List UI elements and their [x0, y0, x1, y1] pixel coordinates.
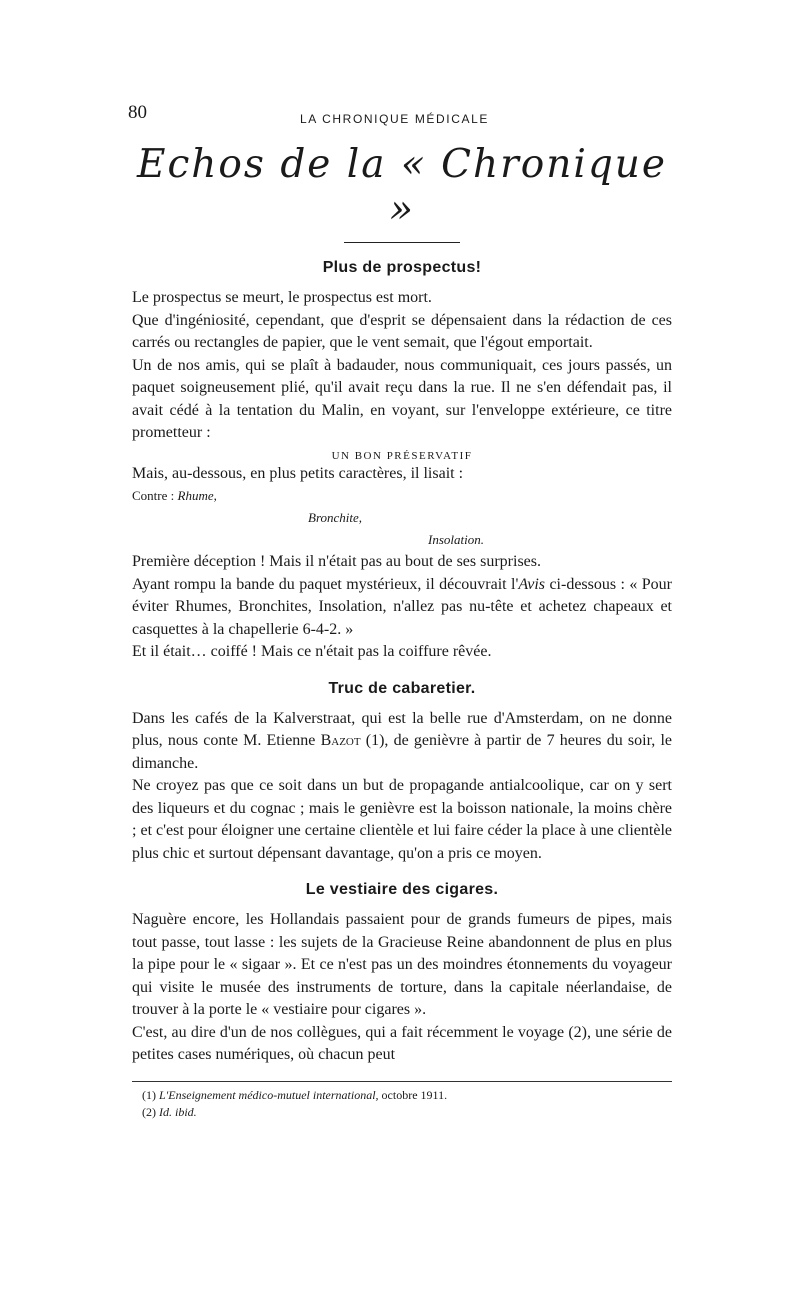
footnote-rule: [132, 1081, 672, 1082]
section-heading-cabaretier: Truc de cabaretier.: [328, 679, 476, 697]
paragraph: Et il était… coiffé ! Mais ce n'était pas la coiffure rêvée.: [132, 643, 492, 660]
section-heading-prospectus: Plus de prospectus!: [322, 259, 482, 276]
document-page: [128, 100, 673, 1121]
paragraph: Un de nos amis, qui se plaît à badauder, nous communiquait, ces jours passés, un paquet soigneusement plié, qu'il avait reçu dans la rue. Il ne s'en défendait pas, il avait cédé à la tentation du Malin, en voyant, sur l'enveloppe extérieure, ce titre prometteur :: [132, 356, 672, 441]
list-line-3: [428, 529, 672, 551]
text-run: ci-dessous : « Pour éviter Rhumes, Bronchites, Insolation, n'allez pas nu-tête et achetez chapeaux et casquettes à la chapellerie 6-4-2. »: [132, 575, 673, 638]
author-name: Bazot: [320, 732, 361, 749]
list-line-1: [132, 485, 672, 507]
italic-avis: Avis: [518, 575, 546, 593]
list-line-2: [308, 507, 672, 529]
text-run: (1), de genièvre à partir de 7 heures du soir, le dimanche.: [132, 732, 672, 772]
text-run: Ayant rompu la bande du paquet mystérieux, il découvrait l': [132, 575, 519, 593]
paragraph: Naguère encore, les Hollandais passaient pour de grands fumeurs de pipes, mais tout passe, tout lasse : les sujets de la Gracieuse Reine abandonnent de plus en plus la pipe pour le « sigaar ». Et ce n'est pas un des moindres étonnements du voyageur qui visite le musée des instruments de torture, dans la capitale néerlandaise, de trouver à la porte le « vestiaire pour cigares ».: [132, 911, 672, 1018]
paragraph: Première déception ! Mais il n'était pas au bout de ses surprises.: [132, 553, 541, 570]
footnote-source: Id. ibid.: [159, 1104, 197, 1119]
footnote-mark: (1): [142, 1087, 156, 1102]
envelope-title: UN BON PRÉSERVATIF: [331, 449, 473, 462]
section-heading-cigares: Le vestiaire des cigares.: [305, 881, 499, 898]
footnote-2: [142, 1104, 672, 1121]
list-prefix: Contre :: [132, 488, 175, 503]
list-item-rhume: Rhume,: [177, 488, 217, 503]
footnote-source: L'Enseignement médico-mutuel international,: [159, 1087, 379, 1102]
running-head: [128, 100, 672, 132]
list-item-insolation: Insolation.: [428, 532, 484, 547]
paragraph: Le prospectus se meurt, le prospectus est mort.: [132, 289, 432, 306]
paragraph: Ne croyez pas que ce soit dans un but de propagande antialcoolique, car on y sert des liqueurs et du cognac ; mais le genièvre est la boisson nationale, la moins chère ; et c'est pour éloigner une certaine clientèle et lui faire céder la place à une clientèle plus chic et surtout dépensant davantage, qu'on a pris ce moyen.: [132, 777, 672, 862]
paragraph-bazot: [132, 708, 672, 776]
title-rule: [344, 242, 460, 243]
journal-title: LA CHRONIQUE MÉDICALE: [300, 112, 489, 126]
paragraph: Mais, au-dessous, en plus petits caractères, il lisait :: [132, 464, 464, 482]
footnote-date: octobre 1911.: [378, 1087, 448, 1102]
paragraph: C'est, au dire d'un de nos collègues, qui a fait récemment le voyage (2), une série de petites cases numériques, où chacun peut: [132, 1023, 672, 1063]
paragraph-avis: [132, 574, 672, 642]
paragraph: Que d'ingéniosité, cependant, que d'esprit se dépensaient dans la rédaction de ces carrés ou rectangles de papier, que le vent semait, que l'égout emportait.: [132, 311, 672, 351]
footnotes: [132, 1081, 672, 1121]
main-title: Echos de la « Chronique »: [137, 142, 667, 232]
footnote-mark: (2): [142, 1104, 156, 1119]
footnote-1: [142, 1087, 672, 1104]
list-item-bronchite: Bronchite,: [308, 510, 363, 525]
page-number: 80: [128, 102, 147, 123]
text-run: Dans les cafés de la Kalverstraat, qui est la belle rue d'Amsterdam, on ne donne plus, nous conte M. Etienne: [132, 709, 672, 749]
